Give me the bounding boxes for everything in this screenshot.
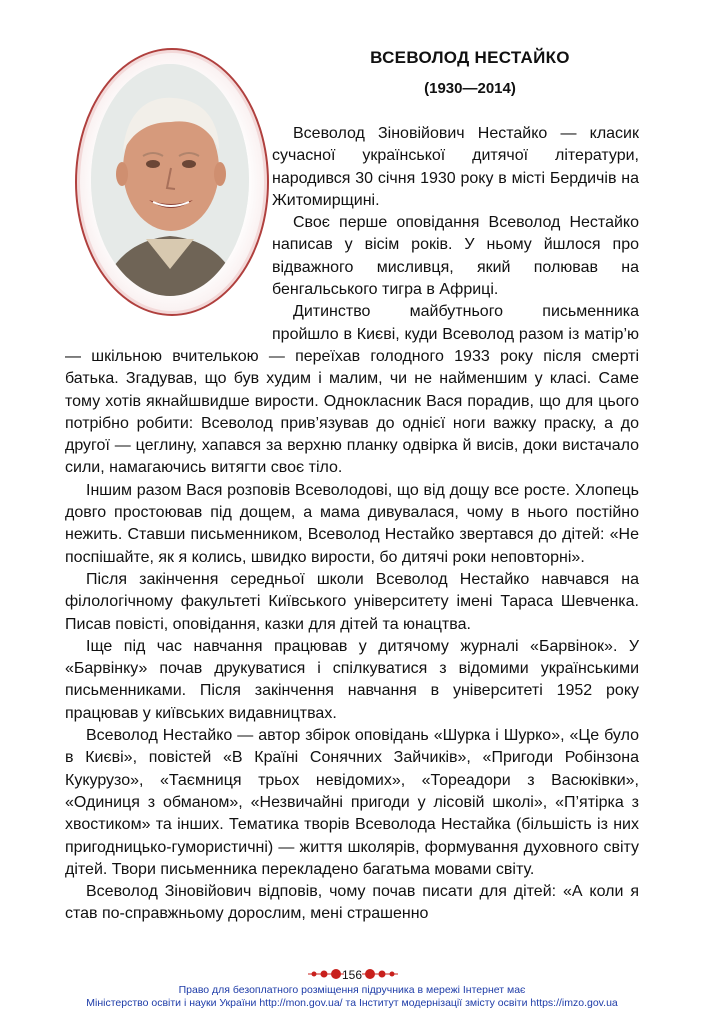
paragraph: Своє перше оповідання Всеволод Нестайко написав у вісім років. У ньому йшлося про відважного мисливця, який полював на бенгальського тигра в Африці. [272, 214, 639, 299]
ornament-right-icon [360, 966, 400, 982]
paragraph: Іншим разом Вася розповів Всеволодові, що від дощу все росте. Хлопець довго простоював під дощем, а мама дивувалася, чому в нього постійно нежить. Ставши письменником, Всеволод Нестайко звертався до дітей: «Не поспішайте, як я колись, швидко вирости, бо дитячі роки неповторні». [65, 481, 639, 566]
footer-line: Міністерство освіти і науки України http://mon.gov.ua/ та Інститут модернізації змісту освіти https://imzo.gov.ua [86, 997, 618, 1009]
paragraph: Дитинство майбутнього письменника пройшло в Києві, куди Всеволод разом із матір’ю — шкільною вчителькою — переїхав голодного 1933 року після смерті батька. Згадував, що був худим і малим, чи не найменшим у класі. Саме тому хотів якнайшвидше вирости. Однокласник Вася порадив, що для цього потрібно робити: Всеволод прив’язував до однієї ноги важку праску, а до другої — цеглину, хапався за верхню планку одвірка й висів, доки вистачало сили, намагаючись витягти своє тіло. [65, 303, 639, 477]
portrait-float-spacer [65, 123, 272, 329]
author-name-title: ВСЕВОЛОД НЕСТАЙКО [370, 48, 570, 67]
biography-text [65, 123, 639, 926]
author-life-years: (1930—2014) [424, 80, 516, 97]
footer-line: Право для безоплатного розміщення підручника в мережі Інтернет має [178, 984, 526, 996]
paragraph: Іще під час навчання працював у дитячому журналі «Барвінок». У «Барвінку» почав друкуватися і спілкуватися з відомими українськими письменниками. Після закінчення навчання в університеті 1952 року працював у київських видавництвах. [65, 637, 639, 722]
paragraph: Всеволод Нестайко — автор збірок оповідань «Шурка і Шурко», «Це було в Києві», повістей «В Країні Сонячних Зайчиків», «Пригоди Робінзона Кукурузо», «Таємниця трьох невідомих», «Тореадори з Васюківки», «Одиниця з обманом», «Незвичайні пригоди у лісовій школі», «П’ятірка з хвостиком» та інших. Тематика творів Всеволода Нестайка (більшість із них пригодницько-гумористичні) — життя школярів, формування духовного світу дітей. Твори письменника перекладено багатьма мовами світу. [65, 727, 639, 878]
footer-license [0, 984, 704, 1010]
paragraph: Після закінчення середньої школи Всеволод Нестайко навчався на філологічному факультеті Київського університету імені Тараса Шевченка. Писав повісті, оповідання, казки для дітей та юнацтва. [65, 570, 639, 633]
page-number: 156 [341, 968, 363, 982]
paragraph: Всеволод Зіновійович Нестайко — класик сучасної української дитячої літератури, народився 30 січня 1930 року в місті Бердичів на Житомирщині. [272, 125, 639, 209]
paragraph: Всеволод Зіновійович відповів, чому почав писати для дітей: «А коли я став по-справжньому дорослим, мені страшенно [65, 883, 639, 923]
